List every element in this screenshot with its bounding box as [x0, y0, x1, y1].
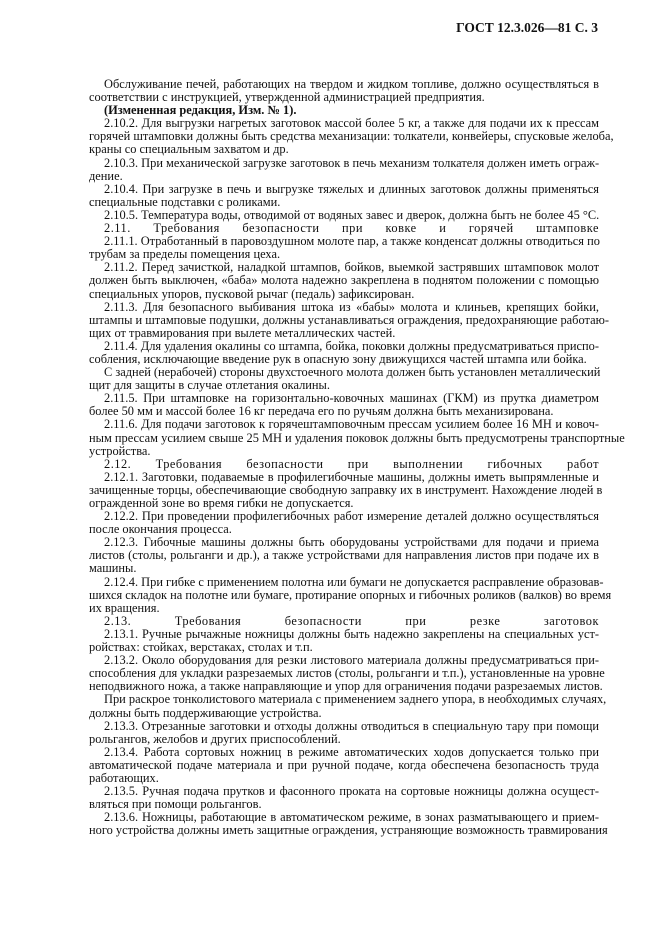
paragraph — [89, 692, 607, 720]
paragraph — [89, 536, 599, 575]
text-line: 2.13.3. Отрезанные заготовки и отходы должны отводиться в специальную тару при помощи — [104, 718, 599, 733]
paragraph — [89, 392, 599, 418]
text-line: неподвижного ножа, а также направляющие и упор для ограничения подачи разрезаемых листов. — [89, 679, 603, 694]
paragraph — [89, 653, 605, 694]
paragraph — [89, 183, 599, 209]
paragraph — [89, 628, 599, 654]
text-line: ного устройства должны иметь защитные ограждения, устраняющие возможность травмирования — [89, 823, 608, 838]
paragraph — [89, 785, 599, 811]
text-line: 2.13.2. Около оборудования для резки листового материала должны предусматриваться при- — [104, 653, 599, 668]
paragraph — [89, 417, 625, 458]
text-line: 2.13.5. Ручная подача прутков и фасонного проката на сортовые ножницы должна осущест- — [104, 784, 599, 799]
text-line: 2.11.1. Отработанный в паровоздушном молоте пар, а также конденсат должны отводиться по — [104, 234, 600, 249]
paragraph — [89, 340, 599, 366]
text-line: (Измененная редакция, Изм. № 1). — [104, 103, 297, 118]
text-line: огражденной зоне во время гибки не допускается. — [89, 496, 354, 510]
section-heading — [89, 458, 599, 471]
text-line: должны быть поддерживающие устройства. — [89, 705, 322, 720]
text-line: 2.11. Требования безопасности при ковке и горячей штамповке — [104, 221, 599, 236]
text-line: устройства. — [89, 443, 151, 458]
paragraph — [89, 510, 599, 536]
text-line: 2.13.6. Ножницы, работающие в автоматическом режиме, в зонах разматывающего и прием- — [104, 810, 599, 825]
text-line: работающих. — [89, 770, 159, 785]
text-line: щих от травмирования при вылете металлических частей. — [89, 325, 396, 340]
page-header: ГОСТ 12.3.026—81 С. 3 — [456, 20, 598, 35]
text-line: 2.11.2. Перед зачисткой, наладкой штампов, бойков, выемкой застрявших штамповок молот — [104, 260, 599, 275]
text-line: 2.13. Требования безопасности при резке заготовок — [104, 613, 599, 628]
text-line: 2.13.1. Ручные рычажные ножницы должны быть надежно закреплены на специальных уст- — [104, 626, 599, 641]
text-line: 2.10.2. Для выгрузки нагретых заготовок массой более 5 кг, а также для подачи их к прессам — [104, 116, 599, 131]
text-line: автоматической подаче материала и при ручной подаче, когда обеспечена безопасность труда — [89, 757, 599, 772]
text-line: С задней (нерабочей) стороны двухстоечного молота должен быть установлен металлический — [104, 365, 601, 380]
paragraph — [89, 299, 609, 340]
document-body — [89, 77, 625, 838]
text-line: листов (столы, рольганги и др.), а также устройствами для направления листов при подаче их в — [89, 548, 599, 563]
text-line: 2.10.5. Температура воды, отводимой от водяных завес и дверок, должна быть не более 45 °С. — [104, 207, 600, 222]
text-line: собления, исключающие введение рук в опасную зону движущихся частей штампа или бойка. — [89, 351, 587, 366]
text-line: более 50 мм и массой более 16 кг передача его по ручьям должна быть механизирована. — [89, 404, 554, 419]
text-line: рольгангов, желобов и других приспособлений. — [89, 731, 341, 746]
text-line: Обслуживание печей, работающих на твердом и жидком топливе, должно осуществляться в — [104, 77, 599, 91]
text-line: специальные подставки с роликами. — [89, 194, 281, 209]
text-line: их вращения. — [89, 600, 160, 615]
text-line: ройствах: стойках, верстаках, столах и т.п. — [89, 640, 313, 655]
text-line: 2.11.6. Для подачи заготовок к горячештамповочным прессам усилием более 16 МН и ковоч- — [104, 417, 599, 432]
text-line: 2.11.5. При штамповке на горизонтально-ковочных машинах (ГКМ) из прутка диаметром — [104, 391, 599, 406]
text-line: трубам за пределы помещения цеха. — [89, 247, 281, 262]
text-line: 2.11.4. Для удаления окалины со штампа, бойка, поковки должны предусматриваться приспо- — [104, 338, 599, 353]
text-line: после окончания процесса. — [89, 522, 232, 537]
text-line: ным прессам усилием свыше 25 МН и удаления поковок должны быть предусмотрены транспортные — [89, 430, 625, 445]
paragraph — [89, 157, 599, 183]
text-line: щит для защиты в случае отлетания окалины. — [89, 378, 330, 393]
paragraph — [89, 261, 599, 300]
paragraph — [89, 746, 599, 785]
text-line: машины. — [89, 561, 137, 576]
text-line: 2.12.3. Гибочные машины должны быть оборудованы устройствами для подачи и приема — [104, 535, 599, 550]
text-line: 2.12.4. При гибке с применением полотна или бумаги не допускается расправление образовав- — [104, 574, 604, 589]
text-line: 2.12.2. При проведении профилегибочных работ измерение деталей должно осуществляться — [104, 509, 599, 524]
text-line: вляться при помощи рольгангов. — [89, 797, 262, 812]
text-line: 2.10.4. При загрузке в печь и выгрузке тяжелых и длинных заготовок должны применяться — [104, 181, 599, 196]
text-line: горячей штамповки должны быть средства механизации: толкатели, конвейеры, спусковые желоба, — [89, 129, 614, 144]
paragraph — [89, 810, 608, 838]
text-line: 2.12. Требования безопасности при выполнении гибочных работ — [104, 456, 599, 471]
paragraph — [89, 720, 599, 746]
paragraph — [89, 574, 612, 615]
paragraph — [89, 235, 599, 261]
text-line: штампы и штамповые подушки, должны устанавливаться ограждения, предохраняющие работаю- — [89, 312, 609, 327]
paragraph — [89, 366, 599, 392]
text-line: способления для укладки разрезаемых листов (столы, рольганги и т.п.), установленные на уровне — [89, 666, 605, 681]
text-line: дение. — [89, 168, 123, 183]
text-line: 2.13.4. Работа сортовых ножниц в режиме автоматических ходов допускается только при — [104, 744, 599, 759]
text-line: должен быть выключен, «баба» молота надежно закреплена в поднятом положении с помощью — [89, 273, 599, 288]
text-line: При раскрое тонколистового материала с применением заднего упора, в необходимых случаях, — [104, 692, 607, 707]
text-line: шихся складок на полотне или бумаге, протирание опорных и гибочных роликов (валков) во время — [89, 587, 612, 602]
text-line: 2.12.1. Заготовки, подаваемые в профилегибочные машины, должны иметь выпрямленные и — [104, 469, 599, 484]
text-line: 2.11.3. Для безопасного выбивания штока из «бабы» молота и клиньев, крепящих бойки, — [104, 299, 599, 314]
text-line: соответствии с инструкцией, утвержденной администрацией предприятия. — [89, 90, 485, 105]
text-line: 2.10.3. При механической загрузке заготовок в печь механизм толкателя должен иметь ограж- — [104, 155, 600, 170]
text-line: зачищенные торцы, обеспечивающие свободную заправку их в инструмент. Нахождение людей в — [89, 482, 603, 497]
text-line: краны со специальным захватом и др. — [89, 142, 289, 157]
paragraph — [89, 469, 603, 510]
section-heading — [89, 615, 599, 628]
paragraph — [89, 78, 599, 104]
paragraph — [89, 116, 614, 157]
text-line: специальных упоров, пусковой рычаг (педаль) зафиксирован. — [89, 286, 415, 301]
